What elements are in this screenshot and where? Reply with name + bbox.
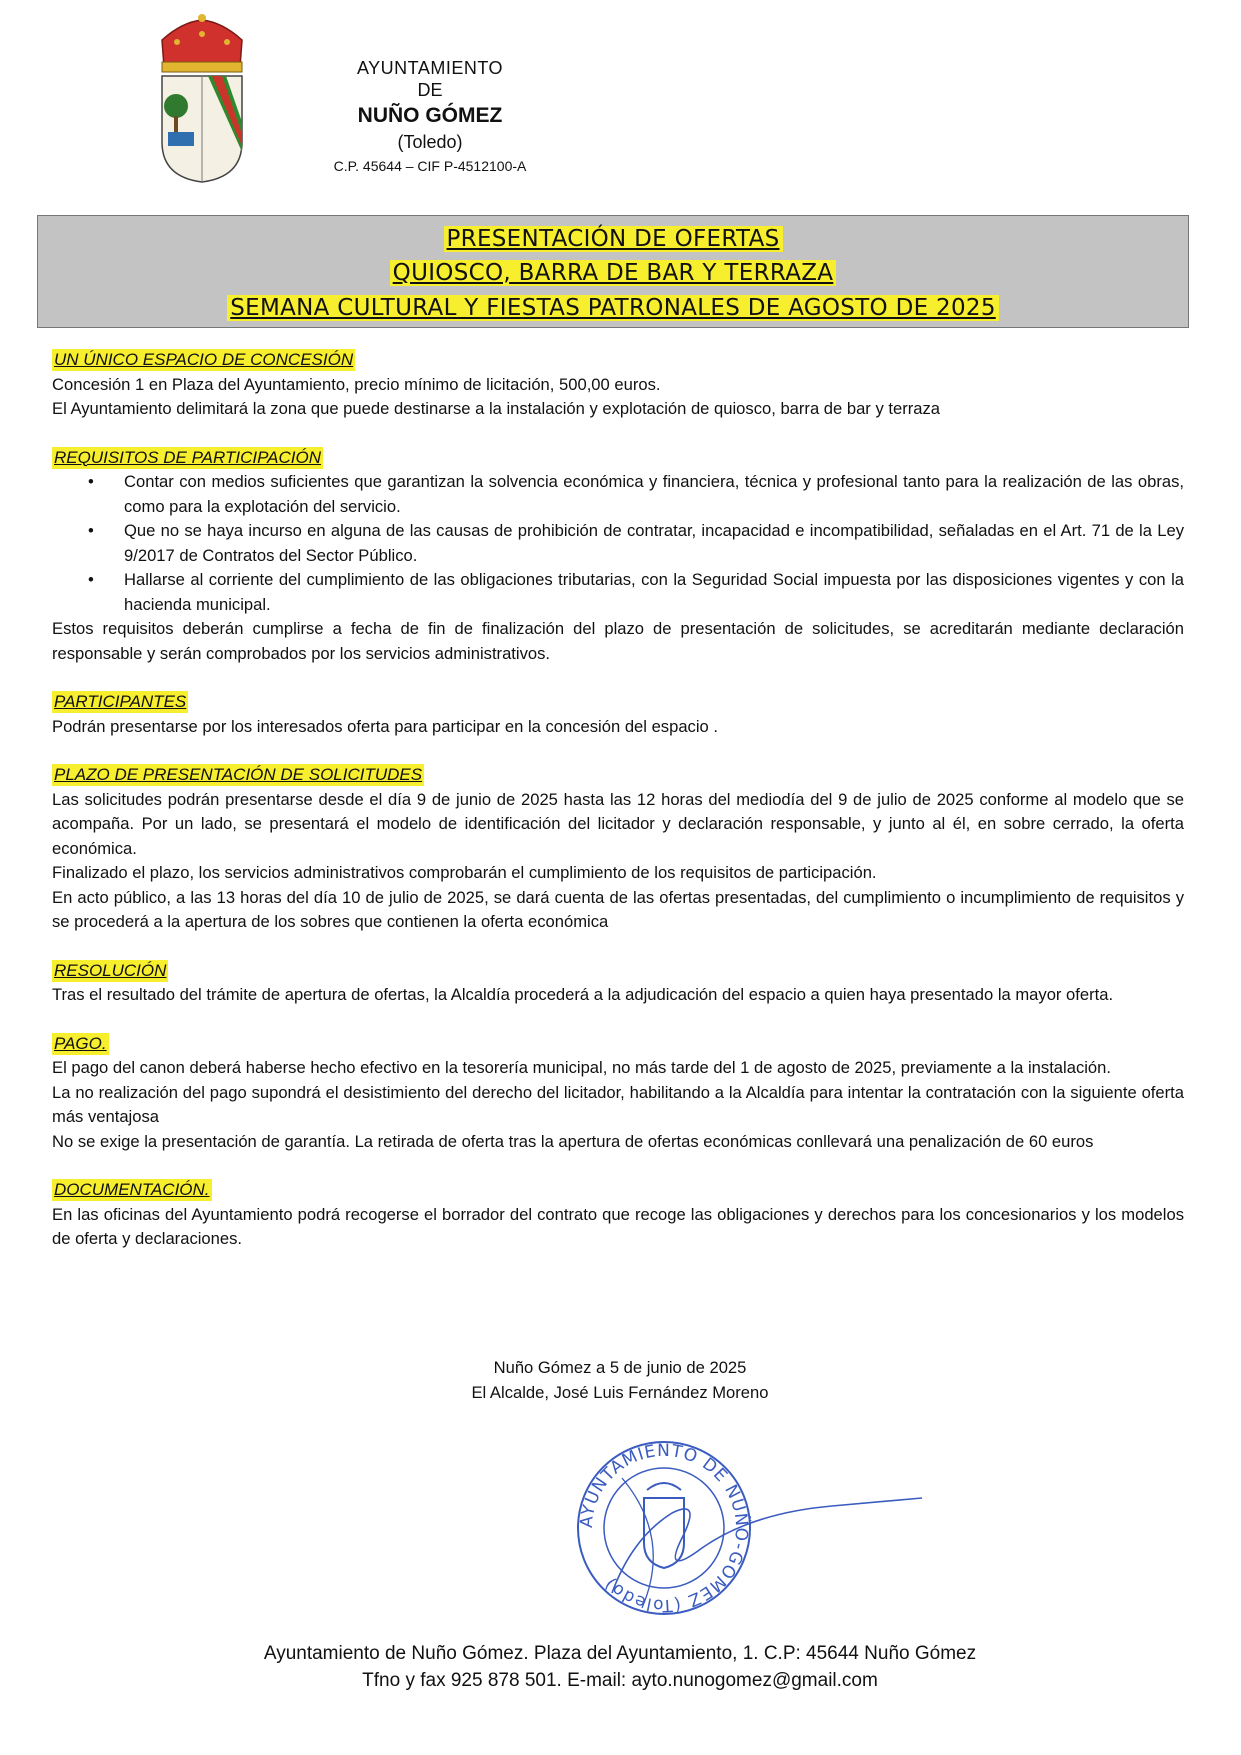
paragraph: El pago del canon deberá haberse hecho efectivo en la tesorería municipal, no más tarde del 1 de agosto de 2025, previamente a la instalación.: [52, 1058, 1112, 1077]
section-requisitos: [52, 446, 1184, 667]
municipality-header: [280, 58, 580, 174]
signer-name: El Alcalde, José Luis Fernández Moreno: [471, 1383, 769, 1402]
header-line-town-name: NUÑO GÓMEZ: [357, 104, 503, 127]
place-date: Nuño Gómez a 5 de junio de 2025: [493, 1358, 747, 1377]
header-line-ayuntamiento: AYUNTAMIENTO: [356, 58, 503, 78]
requirements-list: [52, 470, 1184, 617]
section-resolucion: [52, 959, 1184, 1008]
list-item: • Hallarse al corriente del cumplimiento de las obligaciones tributarias, con la Seguridad Social impuesta por las disposiciones vigentes y con la hacienda municipal.: [124, 568, 1184, 617]
section-heading: RESOLUCIÓN: [54, 960, 167, 980]
section-heading: UN ÚNICO ESPACIO DE CONCESIÓN: [54, 350, 354, 369]
paragraph: En acto público, a las 13 horas del día 10 de julio de 2025, se dará cuenta de las ofertas presentadas, del cumplimiento o incumplimiento de requisitos y se procederá a la apertura de los sobres que contienen la oferta económica: [52, 887, 1184, 931]
section-heading: REQUISITOS DE PARTICIPACIÓN: [54, 447, 322, 467]
section-documentacion: [52, 1178, 1184, 1252]
footer-contact: Tfno y fax 925 878 501. E-mail: ayto.nunogomez@gmail.com: [362, 1670, 878, 1691]
paragraph: En las oficinas del Ayuntamiento podrá recogerse el borrador del contrato que recoge las obligaciones y derechos para los concesionarios y los modelos de oferta y declaraciones.: [52, 1204, 1184, 1248]
section-heading: DOCUMENTACIÓN.: [54, 1180, 210, 1199]
paragraph: Podrán presentarse por los interesados oferta para participar en la concesión del espacio .: [52, 716, 718, 736]
paragraph: El Ayuntamiento delimitará la zona que puede destinarse a la instalación y explotación de quiosco, barra de bar y terraza: [52, 399, 941, 418]
title-line-3: SEMANA CULTURAL Y FIESTAS PATRONALES DE AGOSTO DE 2025: [227, 295, 999, 321]
title-box: [37, 215, 1189, 328]
title-line-2: QUIOSCO, BARRA DE BAR Y TERRAZA: [390, 260, 837, 286]
section-plazo: [52, 763, 1184, 935]
section-heading: PAGO.: [54, 1033, 107, 1053]
paragraph: La no realización del pago supondrá el desistimiento del derecho del licitador, habilitando a la Alcaldía para intentar la contratación con la siguiente oferta más ventajosa: [52, 1082, 1184, 1126]
section-participantes: [52, 690, 1184, 739]
paragraph: Finalizado el plazo, los servicios administrativos comprobarán el cumplimiento de los requisitos de participación.: [52, 863, 877, 882]
paragraph: Las solicitudes podrán presentarse desde el día 9 de junio de 2025 hasta las 12 horas del mediodía del 9 de julio de 2025 conforme al modelo que se acompaña. Por un lado, se presentará el modelo de identificación del licitador y declaración responsable, y junto al él, en sobre cerrado, la oferta económica.: [52, 789, 1184, 858]
section-heading: PLAZO DE PRESENTACIÓN DE SOLICITUDES: [54, 765, 423, 784]
section-espacio: [52, 348, 1184, 422]
paragraph: Estos requisitos deberán cumplirse a fecha de fin de finalización del plazo de presentación de solicitudes, se acreditarán mediante declaración responsable y serán comprobados por los servicios administrativos.: [52, 619, 1184, 663]
signature-block: [440, 1355, 800, 1405]
document-body: [52, 348, 1184, 1276]
section-heading: PARTICIPANTES: [54, 692, 187, 711]
document-footer: [150, 1640, 1090, 1694]
stamp-text: AYUNTAMIENTO DE NUÑO-GOMEZ (Toledo): [576, 1440, 752, 1616]
paragraph: Tras el resultado del trámite de apertura de ofertas, la Alcaldía procederá a la adjudicación del espacio a quien haya presentado la mayor oferta.: [52, 985, 1114, 1004]
list-item: • Que no se haya incurso en alguna de las causas de prohibición de contratar, incapacidad e incompatibilidad, señaladas en el Art. 71 de la Ley 9/2017 de Contratos del Sector Público.: [124, 519, 1184, 568]
header-line-cp-cif: C.P. 45644 – CIF P-4512100-A: [333, 158, 527, 174]
paragraph: No se exige la presentación de garantía. La retirada de oferta tras la apertura de ofertas económicas conllevará una penalización de 60 euros: [52, 1131, 1094, 1151]
title-line-1: PRESENTACIÓN DE OFERTAS: [444, 226, 783, 252]
footer-address: Ayuntamiento de Nuño Gómez. Plaza del Ayuntamiento, 1. C.P: 45644 Nuño Gómez: [263, 1643, 977, 1664]
paragraph: Concesión 1 en Plaza del Ayuntamiento, precio mínimo de licitación, 500,00 euros.: [52, 374, 661, 394]
list-item: • Contar con medios suficientes que garantizan la solvencia económica y financiera, técnica y profesional tanto para la realización de las obras, como para la explotación del servicio.: [124, 470, 1184, 519]
official-stamp-icon: [552, 1418, 932, 1633]
coat-of-arms-icon: [152, 12, 252, 184]
header-line-de: DE: [417, 80, 443, 100]
section-pago: [52, 1032, 1184, 1155]
header-line-province: (Toledo): [397, 132, 463, 152]
